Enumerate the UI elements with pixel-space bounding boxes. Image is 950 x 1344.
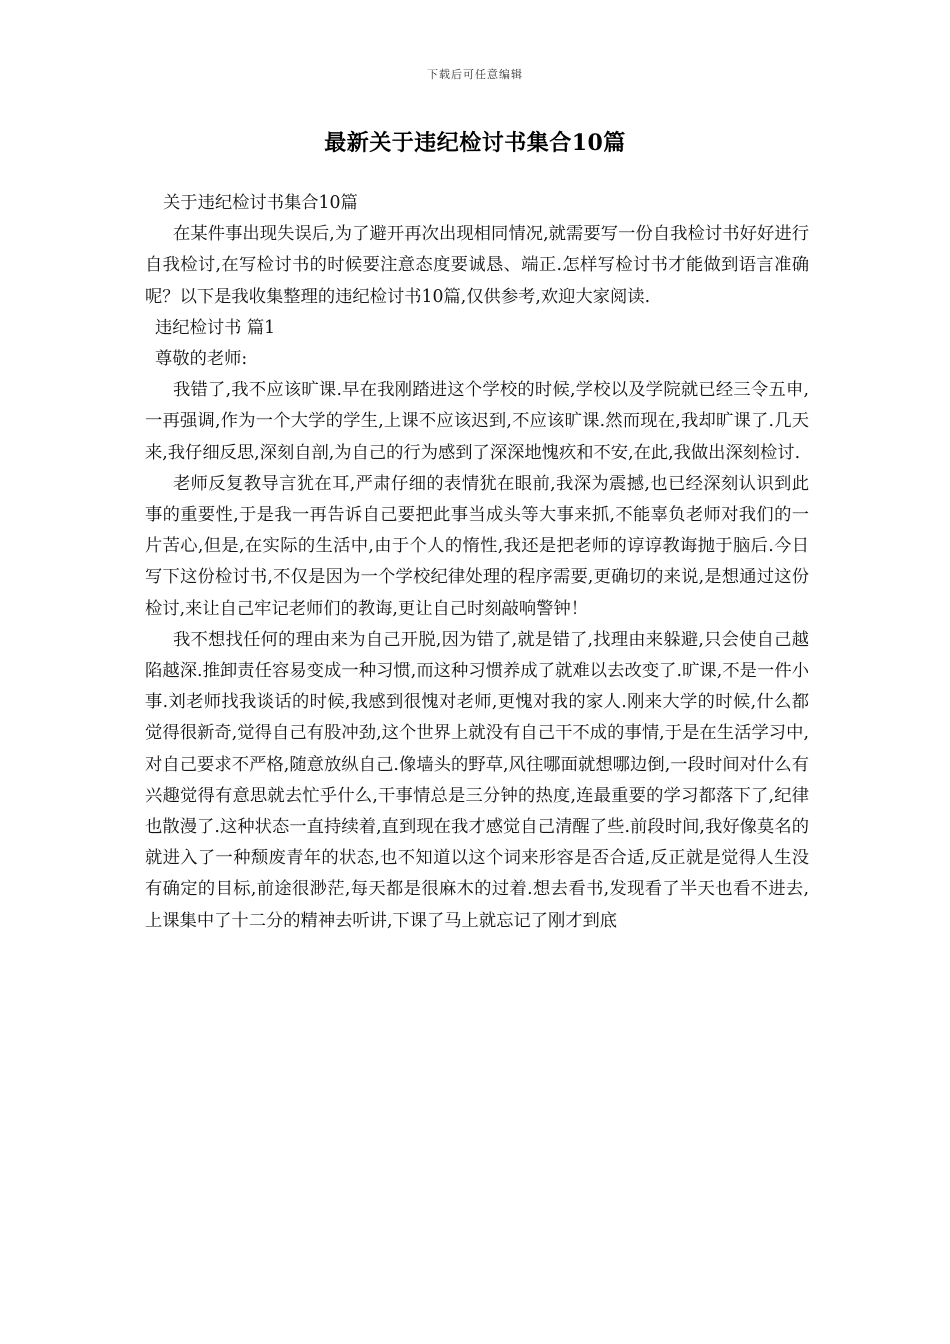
document-title: 最新关于违纪检讨书集合10篇 bbox=[324, 130, 626, 156]
body-paragraph-2: 老师反复教导言犹在耳,严肃仔细的表情犹在眼前,我深为震撼,也已经深刻认识到此事的重要性,于是我一再告诉自己要把此事当成头等大事来抓,不能辜负老师对我们的一片苦心,但是,在实际的生活中,由于个人的惰性,我还是把老师的谆谆教诲抛于脑后.今日写下这份检讨书,不仅是因为一个学校纪律处理的程序需要,更确切的来说,是想通过这份检讨,来让自己牢记老师们的教诲,更让自己时刻敲响警钟！ bbox=[145, 473, 809, 619]
document-body bbox=[145, 188, 809, 937]
body-paragraph-1: 我错了,我不应该旷课.早在我刚踏进这个学校的时候,学校以及学院就已经三令五申,一再强调,作为一个大学的学生,上课不应该迟到,不应该旷课.然而现在,我却旷课了.几天来,我仔细反思,深刻自剖,为自己的行为感到了深深地愧疚和不安,在此,我做出深刻检讨. bbox=[145, 380, 809, 463]
intro-paragraph: 在某件事出现失误后,为了避开再次出现相同情况,就需要写一份自我检讨书好好进行自我检讨,在写检讨书的时候要注意态度要诚恳、端正.怎样写检讨书才能做到语言准确呢？以下是我收集整理的违纪检讨书10篇,仅供参考,欢迎大家阅读. bbox=[145, 224, 809, 307]
section-heading: 违纪检讨书 篇1 bbox=[155, 317, 276, 338]
salutation: 尊敬的老师: bbox=[155, 349, 248, 370]
subtitle-paragraph: 关于违纪检讨书集合10篇 bbox=[163, 193, 358, 213]
body-paragraph-3: 我不想找任何的理由来为自己开脱,因为错了,就是错了,找理由来躲避,只会使自己越陷越深.推卸责任容易变成一种习惯,而这种习惯养成了就难以去改变了.旷课,不是一件小事.刘老师找我谈话的时候,我感到很愧对老师,更愧对我的家人.刚来大学的时候,什么都觉得很新奇,觉得自己有股冲劲,这个世界上就没有自己干不成的事情,于是在生活学习中,对自己要求不严格,随意放纵自己.像墙头的野草,风往哪面就想哪边倒,一段时间对什么有兴趣觉得有意思就去忙乎什么,干事情总是三分钟的热度,连最重要的学习都落下了,纪律也散漫了.这种状态一直持续着,直到现在我才感觉自己清醒了些.前段时间,我好像莫名的就进入了一种颓废青年的状态,也不知道以这个词来形容是否合适,反正就是觉得人生没有确定的目标,前途很渺茫,每天都是很麻木的过着.想去看书,发现看了半天也看不进去,上课集中了十二分的精神去听讲,下课了马上就忘记了刚才到底 bbox=[145, 629, 809, 931]
header-note: 下载后可任意编辑 bbox=[427, 68, 523, 81]
